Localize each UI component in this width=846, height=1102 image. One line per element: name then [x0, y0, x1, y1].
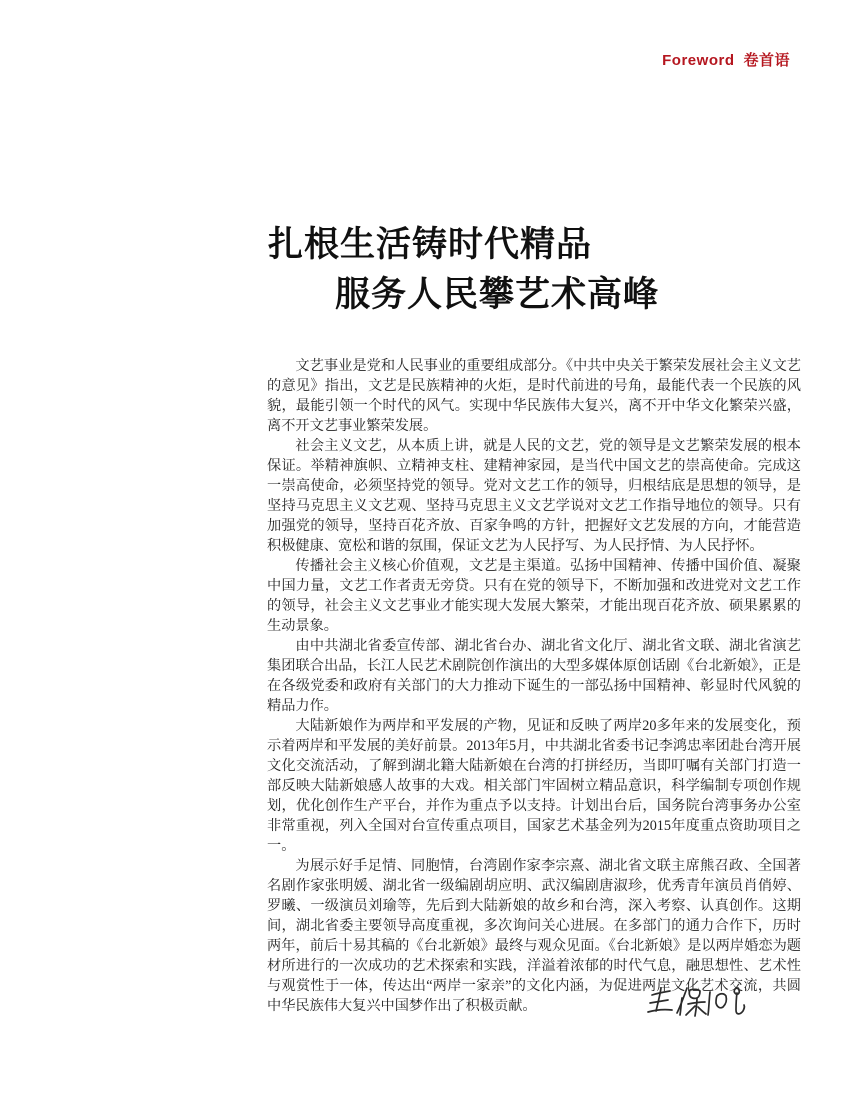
- body-paragraph: 传播社会主义核心价值观，文艺是主渠道。弘扬中国精神、传播中国价值、凝聚中国力量，文艺工作者责无旁贷。只有在党的领导下，不断加强和改进党对文艺工作的领导，社会主义文艺事业才能实现大发展大繁荣，才能出现百花齐放、硕果累累的生动景象。: [267, 558, 801, 634]
- page-title: [268, 220, 659, 320]
- body-paragraph: 文艺事业是党和人民事业的重要组成部分。《中共中央关于繁荣发展社会主义文艺的意见》指出，文艺是民族精神的火炬，是时代前进的号角，最能代表一个民族的风貌，最能引领一个时代的风气。实现中华民族伟大复兴，离不开中华文化繁荣兴盛，离不开文艺事业繁荣发展。: [267, 358, 801, 434]
- article-body: [267, 356, 801, 1016]
- title-line2: 服务人民攀艺术高峰: [335, 275, 660, 314]
- header-foreword-zh: 卷首语: [743, 52, 790, 69]
- header-foreword-en: Foreword: [662, 52, 735, 69]
- signature-strokes-icon: [642, 979, 752, 1031]
- title-line1: 扎根生活铸时代精品: [268, 225, 593, 264]
- handwritten-signature: [642, 979, 752, 1031]
- body-paragraph: 社会主义文艺，从本质上讲，就是人民的文艺，党的领导是文艺繁荣发展的根本保证。举精神旗帜、立精神支柱、建精神家园，是当代中国文艺的崇高使命。完成这一崇高使命，必须坚持党的领导。党对文艺工作的领导，归根结底是思想的领导，是坚持马克思主义文艺观、坚持马克思主义文艺学说对文艺工作指导地位的领导。只有加强党的领导，坚持百花齐放、百家争鸣的方针，把握好文艺发展的方向，才能营造积极健康、宽松和谐的氛围，保证文艺为人民抒写、为人民抒情、为人民抒怀。: [267, 438, 801, 554]
- body-paragraph: 大陆新娘作为两岸和平发展的产物，见证和反映了两岸20多年来的发展变化，预示着两岸和平发展的美好前景。2013年5月，中共湖北省委书记李鸿忠率团赴台湾开展文化交流活动，了解到湖北籍大陆新娘在台湾的打拼经历，当即叮嘱有关部门打造一部反映大陆新娘感人故事的大戏。相关部门牢固树立精品意识，科学编制专项创作规划，优化创作生产平台，并作为重点予以支持。计划出台后，国务院台湾事务办公室非常重视，列入全国对台宣传重点项目，国家艺术基金列为2015年度重点资助项目之一。: [267, 718, 801, 854]
- body-paragraph: 由中共湖北省委宣传部、湖北省台办、湖北省文化厅、湖北省文联、湖北省演艺集团联合出品，长江人民艺术剧院创作演出的大型多媒体原创话剧《台北新娘》，正是在各级党委和政府有关部门的大力推动下诞生的一部弘扬中国精神、彰显时代风貌的精品力作。: [267, 638, 801, 714]
- body-paragraph: 为展示好手足情、同胞情，台湾剧作家李宗熹、湖北省文联主席熊召政、全国著名剧作家张明媛、湖北省一级编剧胡应明、武汉编剧唐淑珍，优秀青年演员肖俏婷、罗曦、一级演员刘瑜等，先后到大陆新娘的故乡和台湾，深入考察、认真创作。这期间，湖北省委主要领导高度重视，多次询问关心进展。在多部门的通力合作下，历时两年，前后十易其稿的《台北新娘》最终与观众见面。《台北新娘》是以两岸婚恋为题材所进行的一次成功的艺术探索和实践，洋溢着浓郁的时代气息，融思想性、艺术性与观赏性于一体，传达出“两岸一家亲”的文化内涵，为促进两岸文化艺术交流，共圆中华民族伟大复兴中国梦作出了积极贡献。: [267, 858, 801, 1014]
- page-header: [662, 49, 790, 70]
